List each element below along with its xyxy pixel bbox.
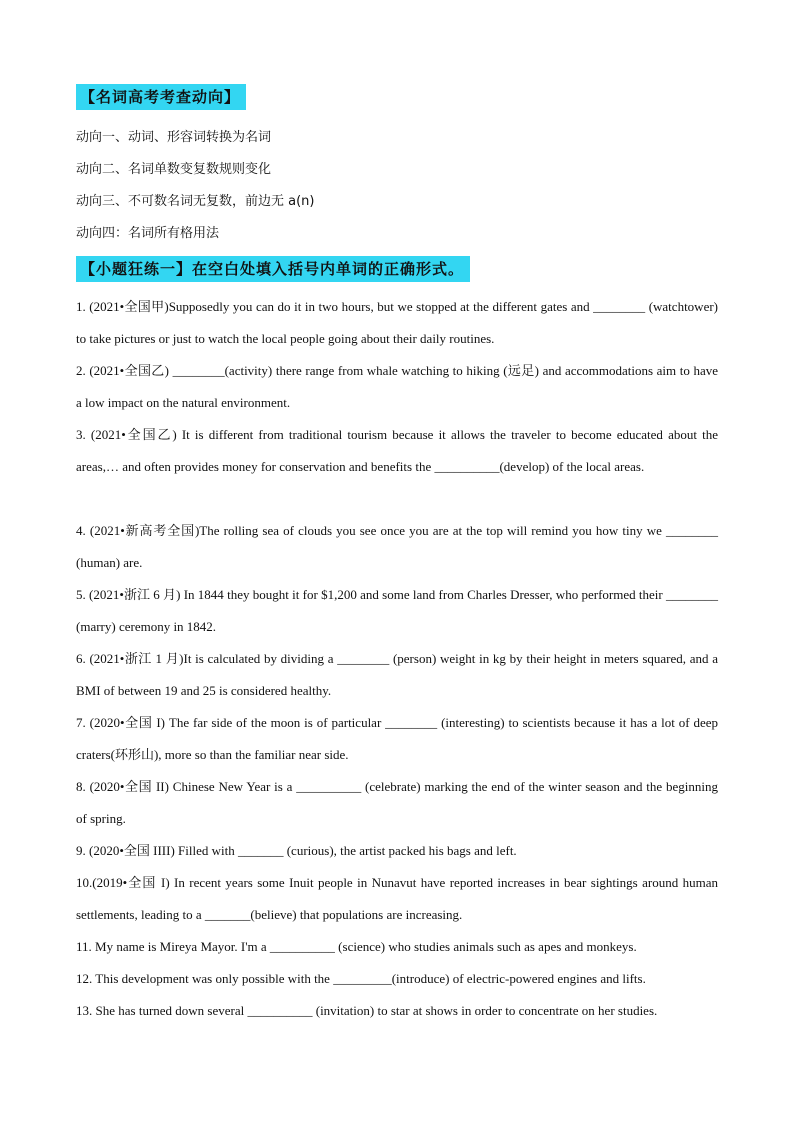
question-item: 13. She has turned down several __________ (invitation) to star at shows in order to concentrate on her studies. [76,1003,658,1018]
question-item: 6. (2021•浙江 1 月)It is calculated by dividing a ________ (person) weight in kg by their height in meters squared, and a BMI of between 19 and 25 is considered healthy. [76,651,718,698]
question-item: 12. This development was only possible with the _________(introduce) of electric-powered engines and lifts. [76,971,646,986]
question-item: 4. (2021•新高考全国)The rolling sea of clouds you see once you are at the top will remind you how tiny we ________ (human) are. [76,523,718,570]
question-item: 7. (2020•全国 I) The far side of the moon is of particular ________ (interesting) to scientists because it has a lot of deep craters(环形山), more so than the familiar near side. [76,715,718,762]
question-item: 10.(2019•全国 I) In recent years some Inuit people in Nunavut have reported increases in bear sightings around human settlements, leading to a _______(believe) that populations are increasing. [76,875,718,922]
question-item: 3. (2021•全国乙) It is different from traditional tourism because it allows the traveler to become educated about the areas,… and often provides money for conservation and benefits the __________(develop) of the local areas. [76,427,718,474]
question-item: 1. (2021•全国甲)Supposedly you can do it in two hours, but we stopped at the different gates and ________ (watchtower) to take pictures or just to watch the local people going about their daily routines. [76,299,718,346]
question-item: 9. (2020•全国 IIII) Filled with _______ (curious), the artist packed his bags and left. [76,843,517,858]
trend-item: 动向二、名词单数变复数规则变化 [76,162,272,177]
trend-item: 动向四：名词所有格用法 [76,226,220,241]
section-title-noun-trends: 【名词高考考查动向】 [76,84,246,110]
question-item: 2. (2021•全国乙) ________(activity) there range from whale watching to hiking (远足) and accommodations aim to have a low impact on the natural environment. [76,363,718,410]
question-item: 8. (2020•全国 II) Chinese New Year is a __________ (celebrate) marking the end of the winter season and the beginning of spring. [76,779,718,826]
trend-item: 动向一、动词、形容词转换为名词 [76,130,272,145]
section-title-practice: 【小题狂练一】在空白处填入括号内单词的正确形式。 [76,256,470,282]
question-item: 11. My name is Mireya Mayor. I'm a __________ (science) who studies animals such as apes and monkeys. [76,939,637,954]
trend-item: 动向三、不可数名词无复数，前边无 a(n) [76,194,315,209]
question-item: 5. (2021•浙江 6 月) In 1844 they bought it for $1,200 and some land from Charles Dresser, who performed their ________ (marry) ceremony in 1842. [76,587,718,634]
